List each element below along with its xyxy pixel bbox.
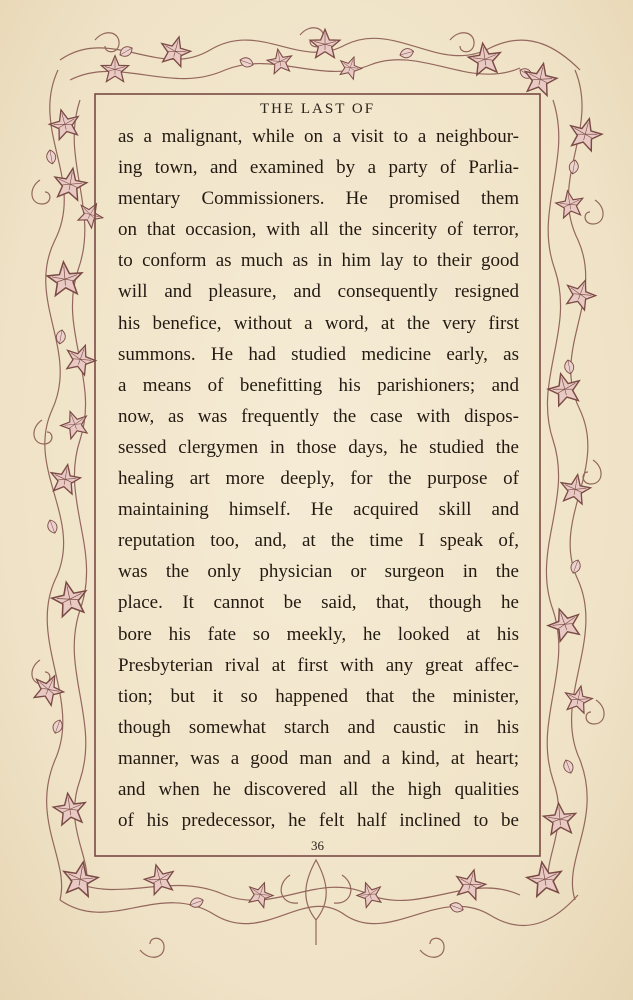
text-line: sessed clergymen in those days, he studied the bbox=[118, 436, 519, 458]
text-line: was the only physician or surgeon in the bbox=[118, 561, 519, 583]
text-line: now, as was frequently the case with dispos- bbox=[118, 405, 519, 427]
text-line: and when he discovered all the high qualities bbox=[118, 778, 519, 800]
text-line: tion; but it so happened that the minister, bbox=[118, 685, 519, 707]
text-line: his benefice, without a word, at the very first bbox=[118, 312, 519, 334]
text-line: though somewhat starch and caustic in his bbox=[118, 716, 519, 738]
text-line: maintaining himself. He acquired skill and bbox=[118, 499, 519, 521]
text-line: mentary Commissioners. He promised them bbox=[118, 188, 519, 210]
running-head: THE LAST OF bbox=[259, 101, 376, 117]
text-line: will and pleasure, and consequently resigned bbox=[118, 281, 519, 303]
body-text bbox=[118, 121, 519, 836]
text-line: bore his fate so meekly, he looked at his bbox=[118, 623, 519, 645]
text-line: reputation too, and, at the time I speak of, bbox=[118, 530, 519, 552]
text-line: summons. He had studied medicine early, as bbox=[118, 343, 519, 365]
text-line: healing art more deeply, for the purpose of bbox=[118, 468, 519, 490]
text-line: as a malignant, while on a visit to a neighbour- bbox=[118, 126, 519, 147]
text-line: manner, was a good man and a kind, at heart; bbox=[118, 747, 519, 769]
text-line: place. It cannot be said, that, though he bbox=[118, 592, 519, 614]
text-line: a means of benefitting his parishioners; and bbox=[118, 374, 519, 396]
text-line: Presbyterian rival at first with any great affec- bbox=[118, 654, 519, 676]
page-number: 36 bbox=[311, 838, 324, 853]
text-line: ing town, and examined by a party of Parlia- bbox=[118, 157, 519, 179]
text-line: on that occasion, with all the sincerity of terror, bbox=[118, 219, 519, 241]
text-line: to conform as much as in him lay to their good bbox=[118, 250, 519, 272]
text-line: of his predecessor, he felt half inclined to be bbox=[118, 810, 519, 832]
